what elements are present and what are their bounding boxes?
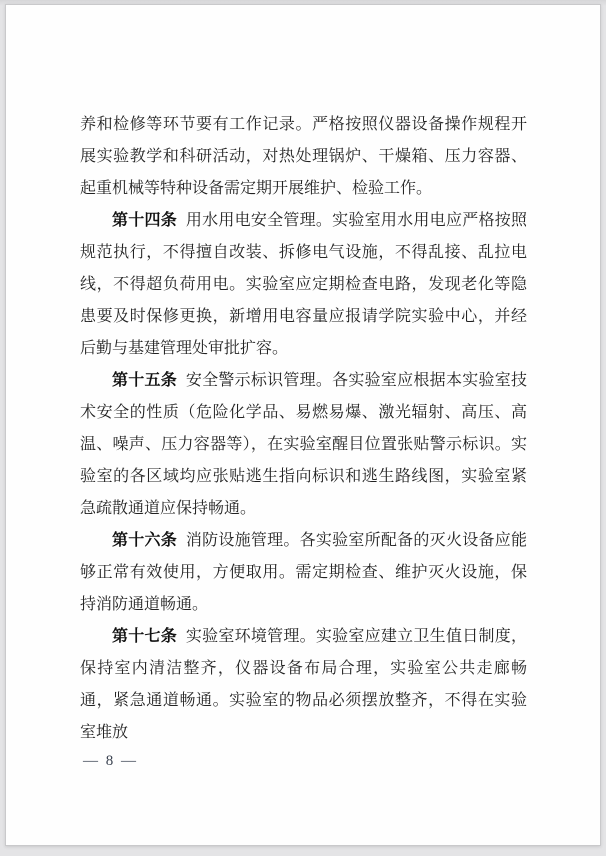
document-paragraph [80, 525, 527, 621]
paragraph-text: 安全警示标识管理。各实验室应根据本实验室技术安全的性质（危险化学品、易燃易爆、激光辐射、高压、高温、噪声、压力容器等），在实验室醒目位置张贴警示标识。实验室的各区域均应张贴逃生指向标识和逃生路线图，实验室紧急疏散通道应保持畅通。 [80, 372, 527, 517]
article-heading: 第十四条 [112, 212, 178, 229]
paragraph-text: 消防设施管理。各实验室所配备的灭火设备应能够正常有效使用，方便取用。需定期检查、维护灭火设施，保持消防通道畅通。 [80, 532, 527, 613]
paragraph-text: 实验室环境管理。实验室应建立卫生值日制度，保持室内清洁整齐，仪器设备布局合理，实验室公共走廊畅通，紧急通道畅通。实验室的物品必须摆放整齐，不得在实验室堆放 [80, 628, 527, 741]
document-paragraph [80, 109, 527, 205]
article-heading: 第十六条 [112, 532, 178, 549]
document-paragraph [80, 621, 527, 749]
paragraph-text: 用水用电安全管理。实验室用水用电应严格按照规范执行，不得擅自改装、拆修电气设施，不得乱接、乱拉电线，不得超负荷用电。实验室应定期检查电路，发现老化等隐患要及时保修更换，新增用电容量应报请学院实验中心，并经后勤与基建管理处审批扩容。 [80, 212, 527, 357]
document-page [5, 4, 601, 846]
article-heading: 第十五条 [112, 372, 178, 389]
paragraph-text: 养和检修等环节要有工作记录。严格按照仪器设备操作规程开展实验教学和科研活动，对热处理锅炉、干燥箱、压力容器、起重机械等特种设备需定期开展维护、检验工作。 [80, 116, 527, 197]
page-number: — 8 — [83, 753, 138, 769]
article-heading: 第十七条 [112, 628, 178, 645]
document-paragraph [80, 205, 527, 365]
document-body [80, 109, 527, 749]
document-paragraph [80, 365, 527, 525]
